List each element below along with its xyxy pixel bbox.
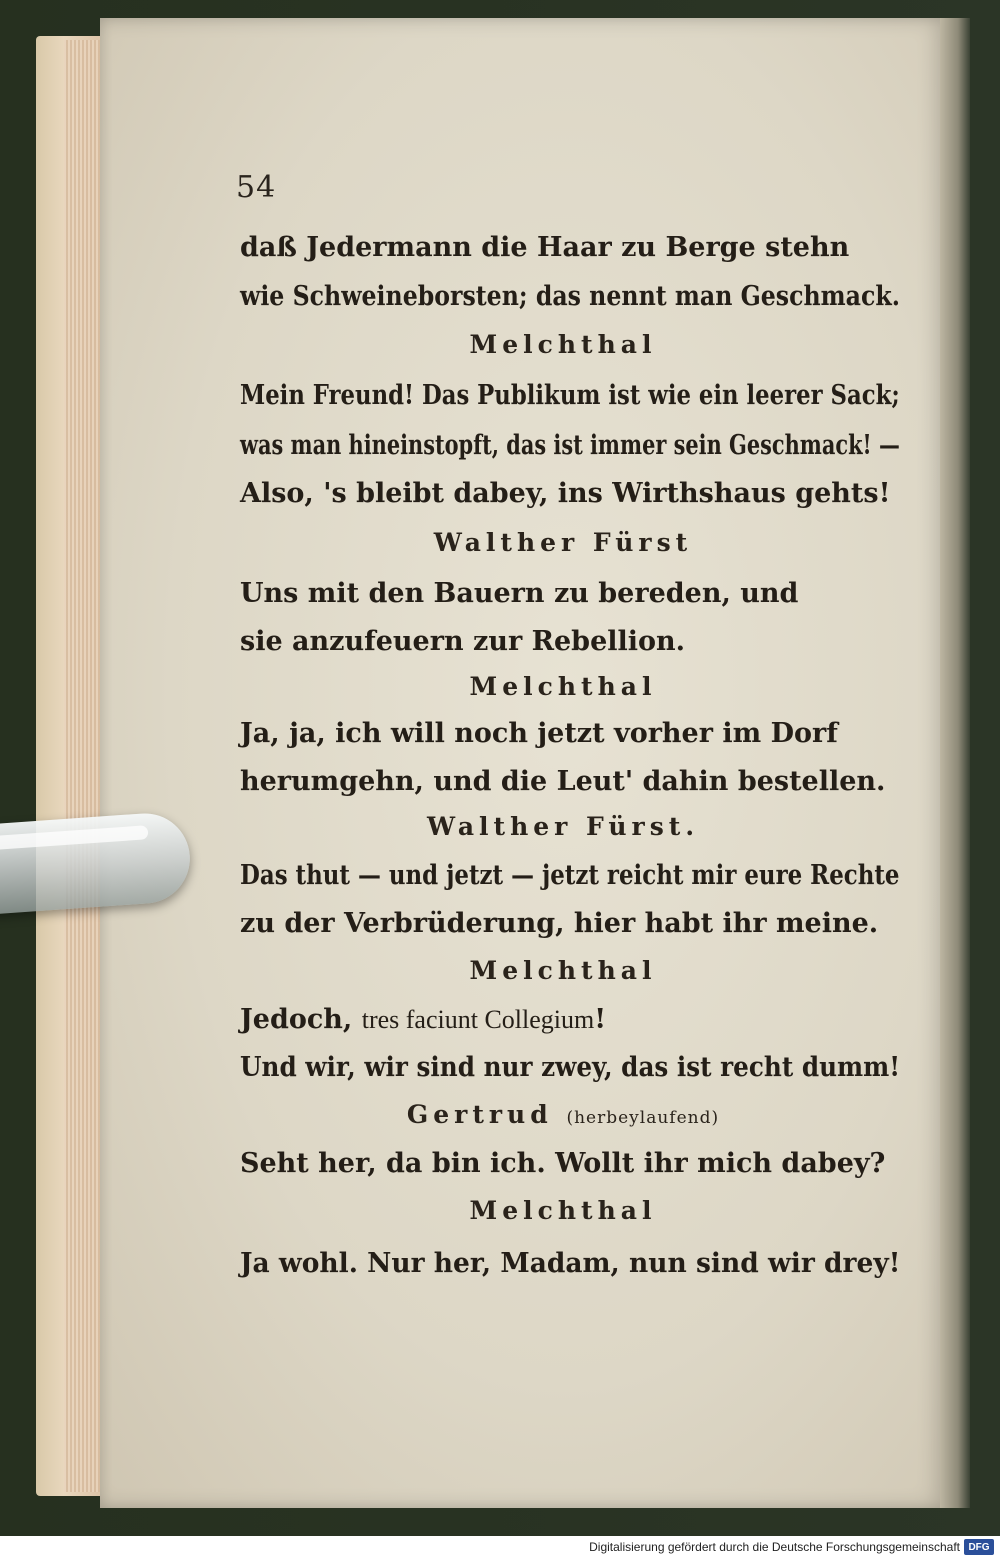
footer-bar — [0, 1536, 1000, 1559]
verse-line — [240, 1004, 606, 1035]
verse-line — [240, 1148, 885, 1179]
speaker-label: Melchthal — [469, 672, 657, 701]
verse-line — [240, 766, 885, 797]
speaker-label: Melchthal — [469, 956, 657, 985]
speaker-label: Gertrud — [406, 1100, 553, 1129]
verse-text: Ja, ja, ich will noch jetzt vorher im Dorf — [240, 718, 838, 749]
verse-text: herumgehn, und die Leut' dahin bestellen. — [240, 766, 886, 797]
verse-line — [240, 908, 878, 939]
speaker-label: Walther Fürst. — [426, 812, 700, 841]
book-gutter-shadow — [940, 18, 970, 1508]
page-number: 54 — [236, 170, 277, 205]
book-page-edges — [64, 40, 104, 1492]
verse-line — [240, 380, 900, 411]
verse-text: Und wir, wir sind nur zwey, das ist recht dumm! — [240, 1052, 901, 1083]
speaker-name — [470, 1196, 657, 1225]
verse-text: Ja wohl. Nur her, Madam, nun sind wir drey! — [240, 1248, 901, 1279]
verse-line — [240, 1248, 900, 1279]
speaker-label: Melchthal — [469, 330, 657, 359]
verse-line — [240, 232, 849, 263]
latin-phrase: tres faciunt Collegium — [361, 1005, 595, 1034]
verse-line — [240, 860, 899, 891]
verse-text: daß Jedermann die Haar zu Berge stehn — [240, 232, 850, 263]
verse-text: sie anzufeuern zur Rebellion. — [240, 626, 686, 657]
verse-line — [240, 430, 900, 461]
verse-text: was man hineinstopft, das ist immer sein Geschmack! — — [240, 430, 900, 461]
speaker-label: Walther Fürst — [433, 528, 693, 557]
speaker-name — [434, 528, 692, 557]
speaker-name — [470, 672, 657, 701]
verse-line — [240, 718, 838, 749]
speaker-name — [407, 1100, 719, 1129]
dfg-logo-icon: DFG — [964, 1539, 994, 1555]
speaker-label: Melchthal — [469, 1196, 657, 1225]
verse-punctuation: ! — [594, 1004, 607, 1035]
verse-line — [240, 626, 685, 657]
verse-text: Jedoch, — [240, 1004, 362, 1035]
verse-text: zu der Verbrüderung, hier habt ihr meine. — [240, 908, 879, 939]
verse-text: Uns mit den Bauern zu bereden, und — [240, 578, 799, 609]
verse-line — [240, 578, 798, 609]
speaker-name — [470, 330, 657, 359]
speaker-name — [470, 956, 657, 985]
speaker-name — [427, 812, 699, 841]
verse-line — [240, 281, 900, 312]
verse-text: Das thut — und jetzt — jetzt reicht mir eure Rechte — [240, 860, 900, 891]
verse-text: Seht her, da bin ich. Wollt ihr mich dabey? — [240, 1148, 886, 1179]
verse-text: Also, 's bleibt dabey, ins Wirthshaus gehts! — [240, 478, 891, 509]
verse-text: wie Schweineborsten; das nennt man Geschmack. — [240, 281, 900, 312]
verse-line — [240, 1052, 900, 1083]
footer-credit: Digitalisierung gefördert durch die Deutsche Forschungsgemeinschaft — [589, 1540, 960, 1554]
verse-text: Mein Freund! Das Publikum ist wie ein leerer Sack; — [240, 380, 900, 411]
verse-line — [240, 478, 890, 509]
stage-direction: (herbeylaufend) — [566, 1108, 720, 1128]
